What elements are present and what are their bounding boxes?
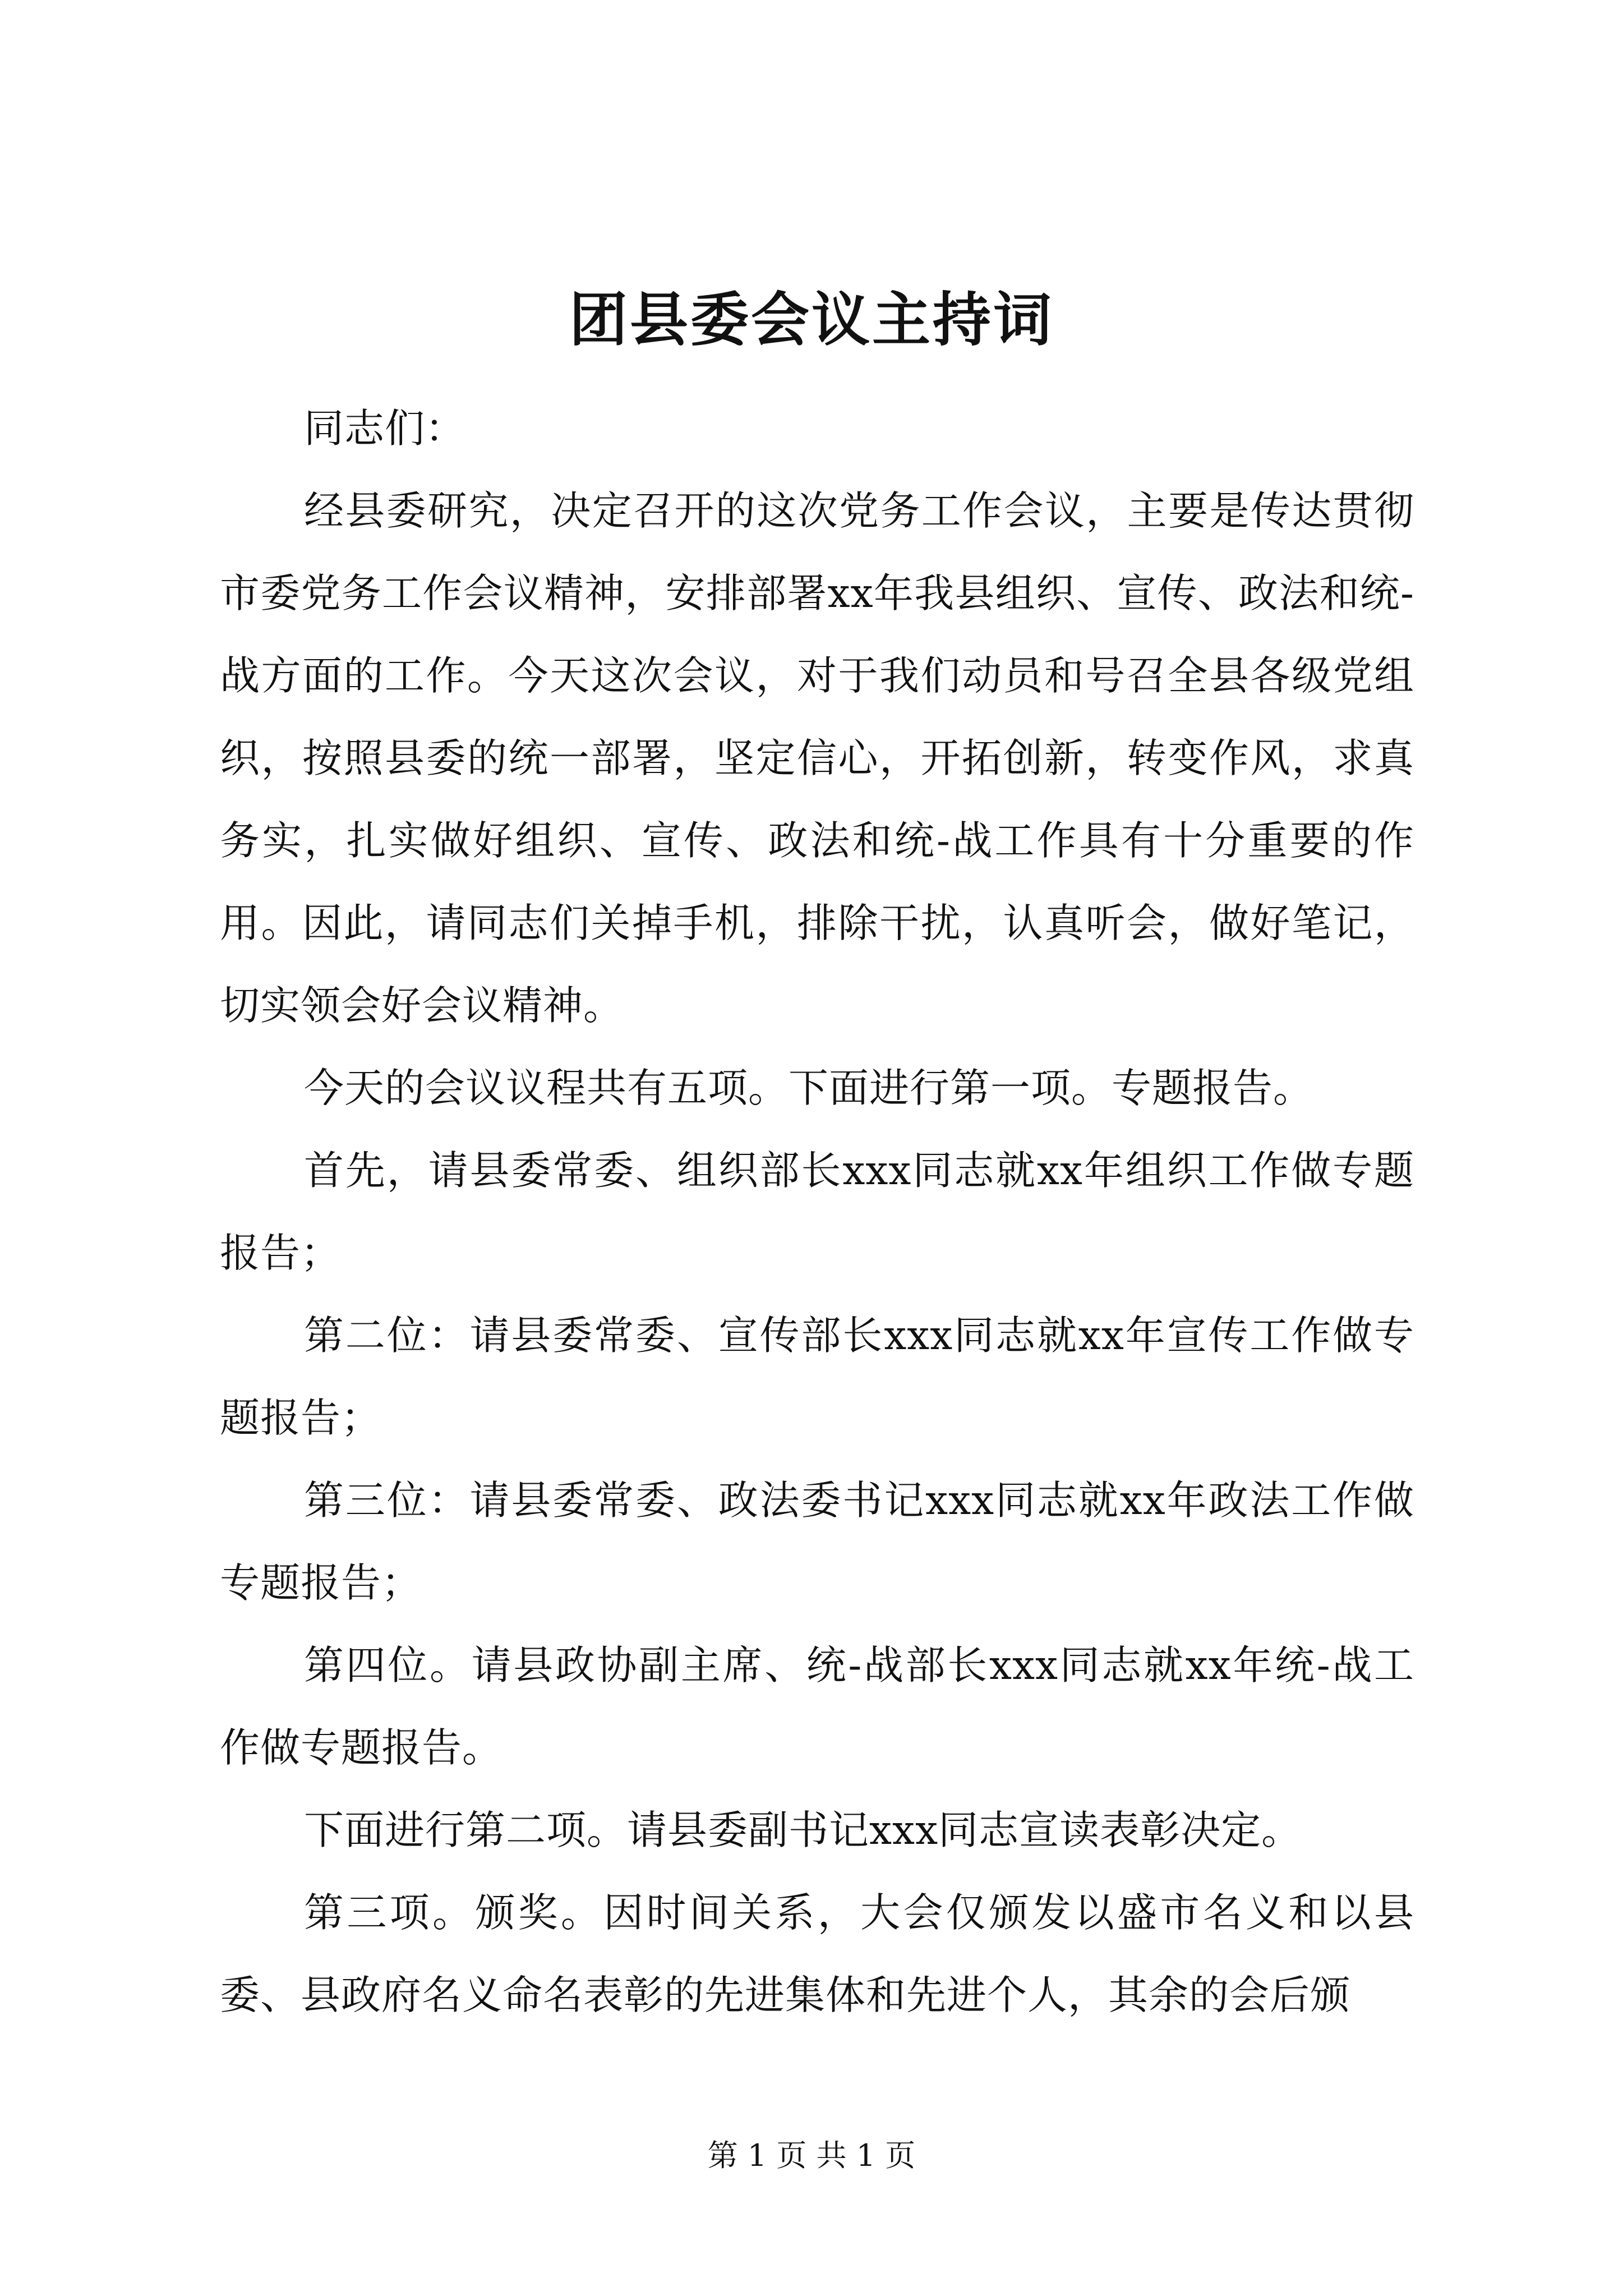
paragraph-meeting-purpose: 经县委研究，决定召开的这次党务工作会议，主要是传达贯彻市委党务工作会议精神，安排部署xx年我县组织、宣传、政法和统-战方面的工作。今天这次会议，对于我们动员和号召全县各级党组织，按照县委的统一部署，坚定信心，开拓创新，转变作风，求真务实，扎实做好组织、宣传、政法和统-战工作具有十分重要的作用。因此，请同志们关掉手机，排除干扰，认真听会，做好笔记，切实领会好会议精神。 [220,487,1414,1029]
paragraph-item-two: 下面进行第二项。请县委副书记xxx同志宣读表彰决定。 [304,1807,1302,1853]
paragraph-report-organization: 首先，请县委常委、组织部长xxx同志就xx年组织工作做专题报告； [220,1147,1414,1276]
document-title: 团县委会议主持词 [569,285,1054,354]
paragraph-report-political-legal: 第三位：请县委常委、政法委书记xxx同志就xx年政法工作做专题报告； [220,1477,1414,1606]
paragraph-salutation: 同志们： [304,405,466,452]
paragraph-report-publicity: 第二位：请县委常委、宣传部长xxx同志就xx年宣传工作做专题报告； [220,1312,1414,1441]
paragraph-item-three: 第三项。颁奖。因时间关系，大会仅颁发以盛市名义和以县委、县政府名义命名表彰的先进集体和先进个人，其余的会后颁 [220,1889,1414,2018]
document-body [220,387,1414,2036]
paragraph-agenda-intro: 今天的会议议程共有五项。下面进行第一项。专题报告。 [304,1065,1314,1111]
page-footer: 第 1 页 共 1 页 [707,2138,916,2173]
paragraph-report-united-front: 第四位。请县政协副主席、统-战部长xxx同志就xx年统-战工作做专题报告。 [220,1642,1414,1771]
